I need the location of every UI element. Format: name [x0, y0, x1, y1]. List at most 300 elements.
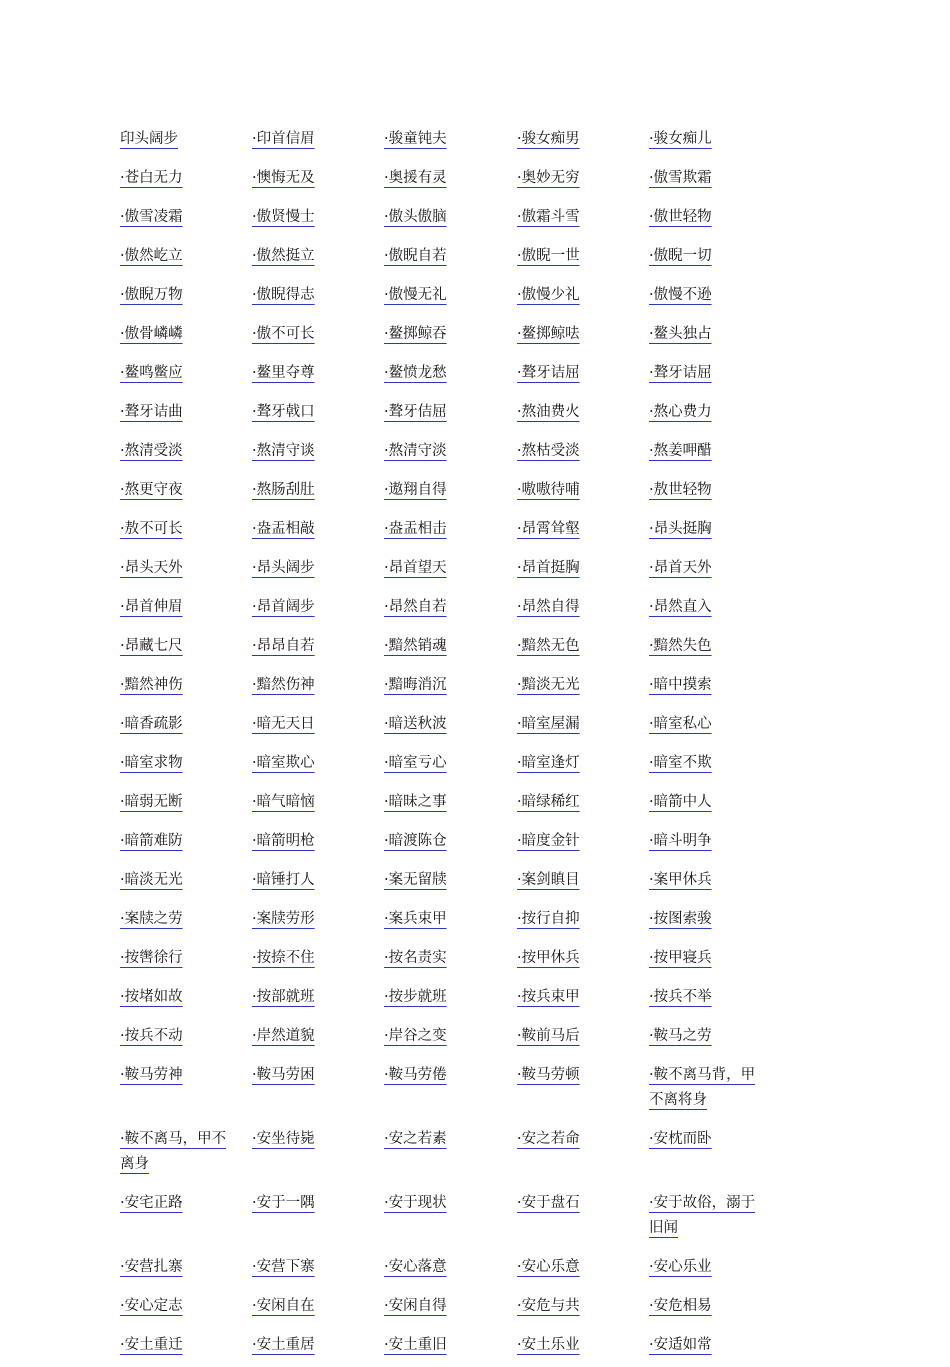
idiom-link[interactable]: ·鞍不离马，甲不 离身	[120, 1131, 227, 1172]
idiom-cell	[252, 824, 384, 863]
idiom-cell	[649, 122, 800, 161]
idiom-cell	[120, 434, 252, 473]
idiom-link[interactable]: ·按兵不动	[120, 1028, 183, 1044]
idiom-cell	[252, 668, 384, 707]
idiom-cell	[517, 1019, 649, 1058]
idiom-cell	[517, 356, 649, 395]
idiom-link[interactable]: ·昂首天外	[649, 560, 712, 576]
idiom-link[interactable]: ·按兵束甲	[517, 989, 580, 1005]
idiom-link[interactable]: ·安之若命	[517, 1131, 580, 1147]
idiom-cell	[120, 1289, 252, 1328]
idiom-cell	[252, 551, 384, 590]
idiom-link[interactable]: ·昂头挺胸	[649, 521, 712, 537]
idiom-link[interactable]: ·傲头傲脑	[384, 209, 447, 225]
idiom-cell	[649, 200, 800, 239]
idiom-link[interactable]: ·安于现状	[384, 1195, 447, 1211]
idiom-link[interactable]: ·安危与共	[517, 1298, 580, 1314]
idiom-cell	[517, 239, 649, 278]
idiom-link[interactable]: ·安心落意	[384, 1259, 447, 1275]
idiom-cell	[517, 512, 649, 551]
idiom-link[interactable]: ·安心乐意	[517, 1259, 580, 1275]
idiom-link[interactable]: ·熬枯受淡	[517, 443, 580, 459]
idiom-cell	[649, 1289, 800, 1328]
idiom-cell	[517, 824, 649, 863]
idiom-cell	[384, 161, 517, 200]
idiom-cell	[517, 200, 649, 239]
idiom-cell	[252, 278, 384, 317]
idiom-link[interactable]: ·暗淡无光	[120, 872, 183, 888]
idiom-cell	[252, 746, 384, 785]
idiom-cell	[517, 1186, 649, 1250]
idiom-link[interactable]: ·按行自抑	[517, 911, 580, 927]
idiom-cell	[384, 239, 517, 278]
idiom-cell	[120, 1250, 252, 1289]
idiom-cell	[384, 746, 517, 785]
idiom-link[interactable]: ·按甲寝兵	[649, 950, 712, 966]
idiom-link[interactable]: ·懊悔无及	[252, 170, 315, 186]
idiom-cell	[384, 551, 517, 590]
idiom-link[interactable]: ·安心定志	[120, 1298, 183, 1314]
idiom-link[interactable]: ·鳌掷鲸吞	[384, 326, 447, 342]
idiom-cell	[384, 902, 517, 941]
idiom-cell	[517, 161, 649, 200]
idiom-cell	[120, 317, 252, 356]
idiom-link[interactable]: ·熬清受淡	[120, 443, 183, 459]
idiom-link[interactable]: ·暗室不欺	[649, 755, 712, 771]
idiom-link[interactable]: ·安适如常	[649, 1337, 712, 1353]
idiom-cell	[120, 200, 252, 239]
idiom-cell	[649, 590, 800, 629]
idiom-link[interactable]: ·安于一隅	[252, 1195, 315, 1211]
idiom-link[interactable]: ·聱牙诘曲	[120, 404, 183, 420]
idiom-link[interactable]: ·黯然失色	[649, 638, 712, 654]
idiom-cell	[517, 551, 649, 590]
idiom-cell	[120, 707, 252, 746]
idiom-link[interactable]: ·安土重迁	[120, 1337, 183, 1353]
idiom-cell	[252, 902, 384, 941]
idiom-cell	[384, 395, 517, 434]
idiom-link[interactable]: ·鳌鸣鳖应	[120, 365, 183, 381]
idiom-link[interactable]: ·昂首挺胸	[517, 560, 580, 576]
idiom-cell	[649, 707, 800, 746]
idiom-cell	[120, 1019, 252, 1058]
idiom-link[interactable]: ·盎盂相击	[384, 521, 447, 537]
idiom-link[interactable]: ·熬清守谈	[252, 443, 315, 459]
idiom-link[interactable]: ·昂首望天	[384, 560, 447, 576]
idiom-cell	[649, 434, 800, 473]
idiom-cell	[120, 1186, 252, 1250]
idiom-link[interactable]: ·骏女痴男	[517, 131, 580, 147]
idiom-link[interactable]: ·昂首伸眉	[120, 599, 183, 615]
idiom-cell	[120, 941, 252, 980]
idiom-cell	[252, 473, 384, 512]
idiom-link[interactable]: ·聱牙诘屈	[649, 365, 712, 381]
idiom-link[interactable]: ·鳌里夺尊	[252, 365, 315, 381]
idiom-link[interactable]: ·暗气暗恼	[252, 794, 315, 810]
idiom-cell	[649, 1058, 800, 1122]
idiom-grid	[120, 122, 800, 1367]
idiom-link[interactable]: ·昂然自得	[517, 599, 580, 615]
idiom-link[interactable]: ·敖世轻物	[649, 482, 712, 498]
idiom-link[interactable]: ·熬姜呷醋	[649, 443, 712, 459]
idiom-cell	[252, 200, 384, 239]
idiom-cell	[252, 239, 384, 278]
idiom-link[interactable]: ·黯晦消沉	[384, 677, 447, 693]
idiom-link[interactable]: ·暗室欺心	[252, 755, 315, 771]
idiom-cell	[649, 980, 800, 1019]
idiom-cell	[517, 278, 649, 317]
idiom-link[interactable]: ·暗室亏心	[384, 755, 447, 771]
idiom-link[interactable]: ·昂然自若	[384, 599, 447, 615]
idiom-link[interactable]: ·暗室私心	[649, 716, 712, 732]
idiom-cell	[517, 590, 649, 629]
idiom-cell	[649, 863, 800, 902]
idiom-cell	[649, 1122, 800, 1186]
idiom-link[interactable]: ·傲慢无礼	[384, 287, 447, 303]
idiom-link[interactable]: ·鞍不离马背，甲 不离将身	[649, 1067, 756, 1108]
idiom-cell	[517, 941, 649, 980]
idiom-link[interactable]: ·昂然直入	[649, 599, 712, 615]
idiom-cell	[252, 356, 384, 395]
idiom-cell	[384, 434, 517, 473]
idiom-link[interactable]: ·暗渡陈仓	[384, 833, 447, 849]
idiom-link[interactable]: ·奥援有灵	[384, 170, 447, 186]
idiom-link[interactable]: ·傲世轻物	[649, 209, 712, 225]
idiom-link[interactable]: ·昂霄耸壑	[517, 521, 580, 537]
idiom-cell	[120, 590, 252, 629]
idiom-cell	[252, 1186, 384, 1250]
idiom-link[interactable]: ·案甲休兵	[649, 872, 712, 888]
idiom-link[interactable]: ·暗弱无断	[120, 794, 183, 810]
idiom-cell	[384, 122, 517, 161]
idiom-cell	[517, 122, 649, 161]
idiom-cell	[649, 1250, 800, 1289]
idiom-link[interactable]: ·安之若素	[384, 1131, 447, 1147]
idiom-link[interactable]: ·安坐待毙	[252, 1131, 315, 1147]
idiom-cell	[384, 1328, 517, 1367]
idiom-link[interactable]: ·按堵如故	[120, 989, 183, 1005]
idiom-link[interactable]: ·鳌头独占	[649, 326, 712, 342]
idiom-cell	[384, 1250, 517, 1289]
idiom-link[interactable]: ·傲慢不逊	[649, 287, 712, 303]
idiom-link[interactable]: ·傲然屹立	[120, 248, 183, 264]
idiom-link[interactable]: ·傲睨自若	[384, 248, 447, 264]
idiom-cell	[649, 551, 800, 590]
idiom-cell	[384, 317, 517, 356]
idiom-link[interactable]: ·鞍马劳神	[120, 1067, 183, 1083]
idiom-cell	[252, 395, 384, 434]
idiom-cell	[120, 278, 252, 317]
idiom-link[interactable]: ·暗送秋波	[384, 716, 447, 732]
idiom-link[interactable]: ·暗箭中人	[649, 794, 712, 810]
idiom-link[interactable]: ·按甲休兵	[517, 950, 580, 966]
idiom-link[interactable]: ·鞍前马后	[517, 1028, 580, 1044]
idiom-cell	[649, 512, 800, 551]
idiom-link[interactable]: ·鞍马之劳	[649, 1028, 712, 1044]
idiom-link[interactable]: ·岸然道貌	[252, 1028, 315, 1044]
idiom-link[interactable]: ·安营下寨	[252, 1259, 315, 1275]
idiom-cell	[649, 785, 800, 824]
idiom-cell	[649, 317, 800, 356]
idiom-link[interactable]: ·鞍马劳顿	[517, 1067, 580, 1083]
idiom-link[interactable]: ·安营扎寨	[120, 1259, 183, 1275]
idiom-cell	[120, 1122, 252, 1186]
idiom-cell	[649, 1186, 800, 1250]
idiom-cell	[252, 434, 384, 473]
idiom-link[interactable]: ·按辔徐行	[120, 950, 183, 966]
idiom-link[interactable]: ·傲雪凌霜	[120, 209, 183, 225]
idiom-cell	[252, 629, 384, 668]
idiom-link[interactable]: ·昂昂自若	[252, 638, 315, 654]
idiom-link[interactable]: ·案兵束甲	[384, 911, 447, 927]
idiom-link[interactable]: ·安危相易	[649, 1298, 712, 1314]
idiom-link[interactable]: ·安闲自在	[252, 1298, 315, 1314]
idiom-link[interactable]: ·傲骨嶙嶙	[120, 326, 183, 342]
idiom-link[interactable]: ·傲不可长	[252, 326, 315, 342]
idiom-cell	[252, 1289, 384, 1328]
idiom-cell	[252, 863, 384, 902]
idiom-cell	[384, 512, 517, 551]
idiom-cell	[649, 941, 800, 980]
idiom-cell	[384, 590, 517, 629]
idiom-link[interactable]: ·按兵不举	[649, 989, 712, 1005]
idiom-cell	[252, 1328, 384, 1367]
idiom-link[interactable]: ·暗中摸索	[649, 677, 712, 693]
idiom-link[interactable]: ·傲睨万物	[120, 287, 183, 303]
idiom-link[interactable]: ·暗室屋漏	[517, 716, 580, 732]
idiom-cell	[120, 551, 252, 590]
idiom-cell	[252, 785, 384, 824]
idiom-link[interactable]: ·安土重居	[252, 1337, 315, 1353]
idiom-cell	[517, 317, 649, 356]
idiom-cell	[120, 668, 252, 707]
idiom-link[interactable]: ·岸谷之变	[384, 1028, 447, 1044]
idiom-cell	[120, 980, 252, 1019]
idiom-cell	[384, 863, 517, 902]
idiom-cell	[649, 824, 800, 863]
idiom-link[interactable]: ·按捺不住	[252, 950, 315, 966]
idiom-link[interactable]: ·熬清守淡	[384, 443, 447, 459]
idiom-cell	[517, 746, 649, 785]
idiom-cell	[120, 785, 252, 824]
idiom-cell	[384, 980, 517, 1019]
idiom-cell	[649, 902, 800, 941]
idiom-cell	[384, 1058, 517, 1122]
idiom-cell	[120, 473, 252, 512]
idiom-link[interactable]: ·骏童钝夫	[384, 131, 447, 147]
idiom-link[interactable]: ·鳌掷鲸呿	[517, 326, 580, 342]
idiom-link[interactable]: ·暗斗明争	[649, 833, 712, 849]
idiom-cell	[384, 1122, 517, 1186]
idiom-cell	[120, 512, 252, 551]
idiom-cell	[120, 122, 252, 161]
idiom-link[interactable]: ·安土重旧	[384, 1337, 447, 1353]
idiom-cell	[120, 1058, 252, 1122]
idiom-cell	[384, 941, 517, 980]
idiom-cell	[649, 161, 800, 200]
idiom-link[interactable]: ·鳌愤龙愁	[384, 365, 447, 381]
idiom-cell	[252, 161, 384, 200]
idiom-link[interactable]: ·安心乐业	[649, 1259, 712, 1275]
idiom-link[interactable]: ·盎盂相敲	[252, 521, 315, 537]
idiom-cell	[252, 317, 384, 356]
idiom-cell	[252, 980, 384, 1019]
idiom-link[interactable]: ·昂藏七尺	[120, 638, 183, 654]
idiom-link[interactable]: 印头阔步	[120, 131, 178, 147]
idiom-link[interactable]: ·傲然挺立	[252, 248, 315, 264]
idiom-link[interactable]: ·暗室逢灯	[517, 755, 580, 771]
idiom-cell	[517, 785, 649, 824]
idiom-link[interactable]: ·暗箭明枪	[252, 833, 315, 849]
idiom-cell	[649, 1328, 800, 1367]
idiom-link[interactable]: ·昂头天外	[120, 560, 183, 576]
idiom-link[interactable]: ·案牍之劳	[120, 911, 183, 927]
idiom-link[interactable]: ·骏女痴儿	[649, 131, 712, 147]
idiom-link[interactable]: ·暗绿稀红	[517, 794, 580, 810]
idiom-link[interactable]: ·安枕而卧	[649, 1131, 712, 1147]
idiom-cell	[120, 746, 252, 785]
idiom-link[interactable]: ·聱牙戟口	[252, 404, 315, 420]
idiom-cell	[649, 668, 800, 707]
idiom-link[interactable]: ·印首信眉	[252, 131, 315, 147]
idiom-link[interactable]: ·聱牙诘屈	[517, 365, 580, 381]
idiom-cell	[252, 1019, 384, 1058]
idiom-cell	[120, 629, 252, 668]
idiom-cell	[384, 629, 517, 668]
idiom-link[interactable]: ·黯然无色	[517, 638, 580, 654]
idiom-link[interactable]: ·熬肠刮肚	[252, 482, 315, 498]
idiom-link[interactable]: ·按部就班	[252, 989, 315, 1005]
idiom-cell	[120, 824, 252, 863]
idiom-link[interactable]: ·安于盘石	[517, 1195, 580, 1211]
idiom-link[interactable]: ·案剑瞋目	[517, 872, 580, 888]
idiom-link[interactable]: ·苍白无力	[120, 170, 183, 186]
idiom-cell	[649, 629, 800, 668]
idiom-cell	[517, 1328, 649, 1367]
idiom-cell	[384, 785, 517, 824]
idiom-cell	[517, 473, 649, 512]
idiom-cell	[120, 863, 252, 902]
idiom-cell	[384, 707, 517, 746]
idiom-cell	[252, 122, 384, 161]
idiom-link[interactable]: ·暗香疏影	[120, 716, 183, 732]
idiom-link[interactable]: ·傲霜斗雪	[517, 209, 580, 225]
idiom-cell	[252, 512, 384, 551]
idiom-link[interactable]: ·鞍马劳倦	[384, 1067, 447, 1083]
idiom-cell	[384, 668, 517, 707]
idiom-link[interactable]: ·黯然销魂	[384, 638, 447, 654]
idiom-link[interactable]: ·熬心费力	[649, 404, 712, 420]
idiom-cell	[517, 1058, 649, 1122]
idiom-cell	[649, 239, 800, 278]
idiom-cell	[649, 356, 800, 395]
idiom-cell	[384, 356, 517, 395]
idiom-link[interactable]: ·案牍劳形	[252, 911, 315, 927]
idiom-cell	[384, 1186, 517, 1250]
idiom-cell	[517, 668, 649, 707]
idiom-cell	[252, 1122, 384, 1186]
idiom-link[interactable]: ·傲睨得志	[252, 287, 315, 303]
idiom-link[interactable]: ·嗷嗷待哺	[517, 482, 580, 498]
idiom-cell	[384, 200, 517, 239]
idiom-cell	[517, 1122, 649, 1186]
idiom-cell	[649, 395, 800, 434]
idiom-cell	[120, 239, 252, 278]
idiom-cell	[384, 824, 517, 863]
idiom-cell	[649, 278, 800, 317]
idiom-cell	[252, 590, 384, 629]
idiom-cell	[384, 1019, 517, 1058]
idiom-link[interactable]: ·黯淡无光	[517, 677, 580, 693]
idiom-cell	[517, 629, 649, 668]
idiom-link[interactable]: ·傲雪欺霜	[649, 170, 712, 186]
idiom-link[interactable]: ·鞍马劳困	[252, 1067, 315, 1083]
idiom-link[interactable]: ·傲贤慢士	[252, 209, 315, 225]
idiom-link[interactable]: ·傲睨一世	[517, 248, 580, 264]
idiom-cell	[120, 161, 252, 200]
idiom-cell	[120, 1328, 252, 1367]
idiom-cell	[649, 746, 800, 785]
idiom-cell	[252, 941, 384, 980]
idiom-cell	[649, 473, 800, 512]
idiom-cell	[517, 395, 649, 434]
idiom-cell	[120, 902, 252, 941]
idiom-link[interactable]: ·暗度金针	[517, 833, 580, 849]
idiom-link[interactable]: ·熬更守夜	[120, 482, 183, 498]
idiom-link[interactable]: ·案无留牍	[384, 872, 447, 888]
idiom-cell	[384, 473, 517, 512]
idiom-link[interactable]: ·黯然伤神	[252, 677, 315, 693]
idiom-link[interactable]: ·暗锤打人	[252, 872, 315, 888]
idiom-link[interactable]: ·奥妙无穷	[517, 170, 580, 186]
idiom-cell	[517, 1289, 649, 1328]
idiom-link[interactable]: ·安宅正路	[120, 1195, 183, 1211]
idiom-link[interactable]: ·暗昧之事	[384, 794, 447, 810]
idiom-cell	[252, 1250, 384, 1289]
idiom-link[interactable]: ·暗室求物	[120, 755, 183, 771]
idiom-cell	[384, 278, 517, 317]
idiom-link[interactable]: ·暗箭难防	[120, 833, 183, 849]
idiom-link[interactable]: ·聱牙佶屈	[384, 404, 447, 420]
idiom-link[interactable]: ·安土乐业	[517, 1337, 580, 1353]
idiom-link[interactable]: ·昂首阔步	[252, 599, 315, 615]
idiom-link[interactable]: ·熬油费火	[517, 404, 580, 420]
idiom-link[interactable]: ·黯然神伤	[120, 677, 183, 693]
idiom-cell	[252, 1058, 384, 1122]
idiom-cell	[120, 395, 252, 434]
idiom-link[interactable]: ·安于故俗，溺于 旧闻	[649, 1195, 756, 1236]
idiom-link[interactable]: ·傲睨一切	[649, 248, 712, 264]
idiom-cell	[517, 434, 649, 473]
idiom-link[interactable]: ·暗无天日	[252, 716, 315, 732]
idiom-link[interactable]: ·遨翔自得	[384, 482, 447, 498]
idiom-cell	[517, 707, 649, 746]
idiom-cell	[517, 980, 649, 1019]
idiom-cell	[252, 707, 384, 746]
idiom-cell	[517, 1250, 649, 1289]
idiom-link[interactable]: ·按图索骏	[649, 911, 712, 927]
idiom-link[interactable]: ·傲慢少礼	[517, 287, 580, 303]
idiom-link[interactable]: ·按步就班	[384, 989, 447, 1005]
idiom-link[interactable]: ·安闲自得	[384, 1298, 447, 1314]
idiom-cell	[649, 1019, 800, 1058]
idiom-link[interactable]: ·昂头阔步	[252, 560, 315, 576]
idiom-link[interactable]: ·敖不可长	[120, 521, 183, 537]
idiom-cell	[384, 1289, 517, 1328]
idiom-cell	[120, 356, 252, 395]
idiom-cell	[517, 902, 649, 941]
idiom-link[interactable]: ·按名责实	[384, 950, 447, 966]
